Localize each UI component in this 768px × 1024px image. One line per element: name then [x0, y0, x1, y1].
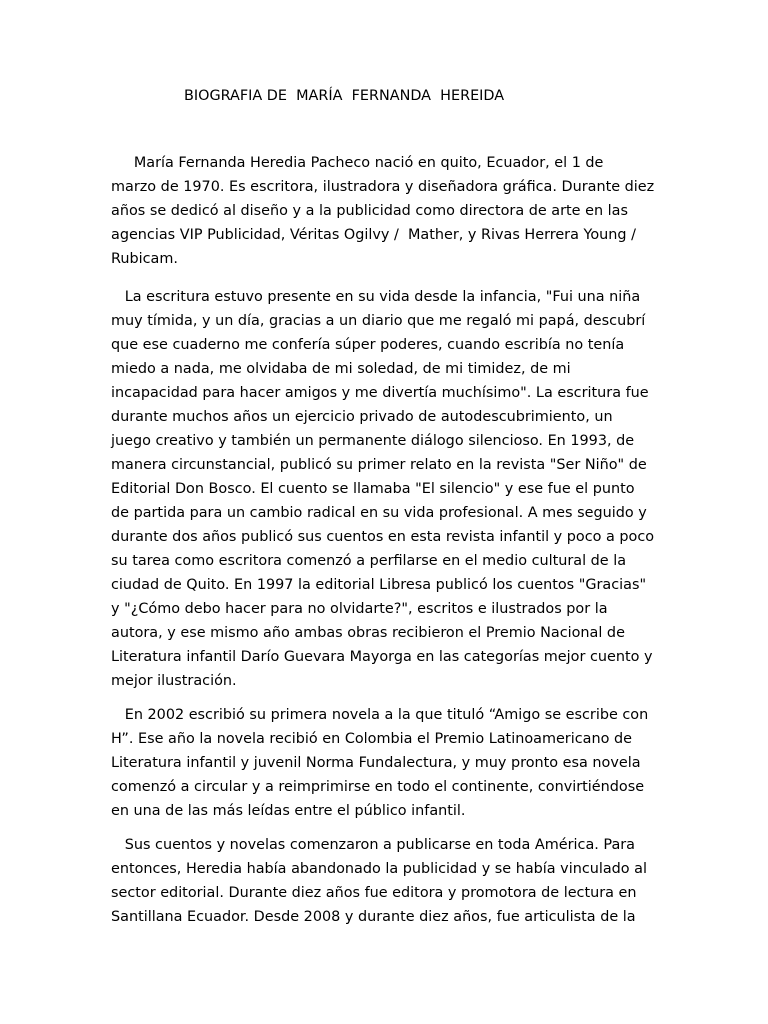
paragraph-3-line-3: Literatura infantil y juvenil Norma Fundalectura, y muy pronto esa novela [111, 755, 641, 771]
paragraph-3-line-5: en una de las más leídas entre el público infantil. [111, 803, 466, 819]
paragraph-2-line-8: manera circunstancial, publicó su primer relato en la revista "Ser Niño" de [111, 457, 647, 473]
paragraph-1-line-1: María Fernanda Heredia Pacheco nació en quito, Ecuador, el 1 de [111, 155, 604, 171]
paragraph-2-line-3: que ese cuaderno me confería súper poderes, cuando escribía no tenía [111, 337, 625, 353]
paragraph-1-line-4: agencias VIP Publicidad, Véritas Ogilvy / Mather, y Rivas Herrera Young / [111, 227, 636, 243]
paragraph-2-line-6: durante muchos años un ejercicio privado de autodescubrimiento, un [111, 409, 613, 425]
paragraph-4-line-3: sector editorial. Durante diez años fue editora y promotora de lectura en [111, 885, 637, 901]
paragraph-1-line-2: marzo de 1970. Es escritora, ilustradora y diseñadora gráfica. Durante diez [111, 179, 655, 195]
paragraph-2-line-7: juego creativo y también un permanente diálogo silencioso. En 1993, de [111, 433, 635, 449]
paragraph-2-line-5: incapacidad para hacer amigos y me divertía muchísimo". La escritura fue [111, 385, 649, 401]
paragraph-2-line-13: ciudad de Quito. En 1997 la editorial Libresa publicó los cuentos "Gracias" [111, 577, 647, 593]
paragraph-4-line-2: entonces, Heredia había abandonado la publicidad y se había vinculado al [111, 861, 648, 877]
paragraph-1-line-3: años se dedicó al diseño y a la publicidad como directora de arte en las [111, 203, 628, 219]
paragraph-3-line-4: comenzó a circular y a reimprimirse en todo el continente, convirtiéndose [111, 779, 645, 795]
paragraph-2-line-16: Literatura infantil Darío Guevara Mayorga en las categorías mejor cuento y [111, 649, 653, 665]
paragraph-3-line-2: H”. Ese año la novela recibió en Colombia el Premio Latinoamericano de [111, 731, 632, 747]
paragraph-2-line-10: de partida para un cambio radical en su vida profesional. A mes seguido y [111, 505, 647, 521]
paragraph-2-line-12: su tarea como escritora comenzó a perfilarse en el medio cultural de la [111, 553, 627, 569]
paragraph-2-line-17: mejor ilustración. [111, 673, 237, 689]
paragraph-2-line-1: La escritura estuvo presente en su vida desde la infancia, "Fui una niña [111, 289, 641, 305]
paragraph-2-line-14: y "¿Cómo debo hacer para no olvidarte?", escritos e ilustrados por la [111, 601, 608, 617]
paragraph-2-line-4: miedo a nada, me olvidaba de mi soledad, de mi timidez, de mi [111, 361, 571, 377]
paragraph-4-line-1: Sus cuentos y novelas comenzaron a publicarse en toda América. Para [111, 837, 635, 853]
paragraph-4-line-4: Santillana Ecuador. Desde 2008 y durante diez años, fue articulista de la [111, 909, 636, 925]
paragraph-3-line-1: En 2002 escribió su primera novela a la que tituló “Amigo se escribe con [111, 707, 649, 723]
paragraph-2-line-11: durante dos años publicó sus cuentos en esta revista infantil y poco a poco [111, 529, 655, 545]
paragraph-2-line-9: Editorial Don Bosco. El cuento se llamaba "El silencio" y ese fue el punto [111, 481, 635, 497]
paragraph-2-line-2: muy tímida, y un día, gracias a un diario que me regaló mi papá, descubrí [111, 313, 646, 329]
paragraph-2-line-15: autora, y ese mismo año ambas obras recibieron el Premio Nacional de [111, 625, 625, 641]
paragraph-1-line-5: Rubicam. [111, 251, 178, 267]
document-title: BIOGRAFIA DE MARÍA FERNANDA HEREIDA [184, 88, 505, 104]
